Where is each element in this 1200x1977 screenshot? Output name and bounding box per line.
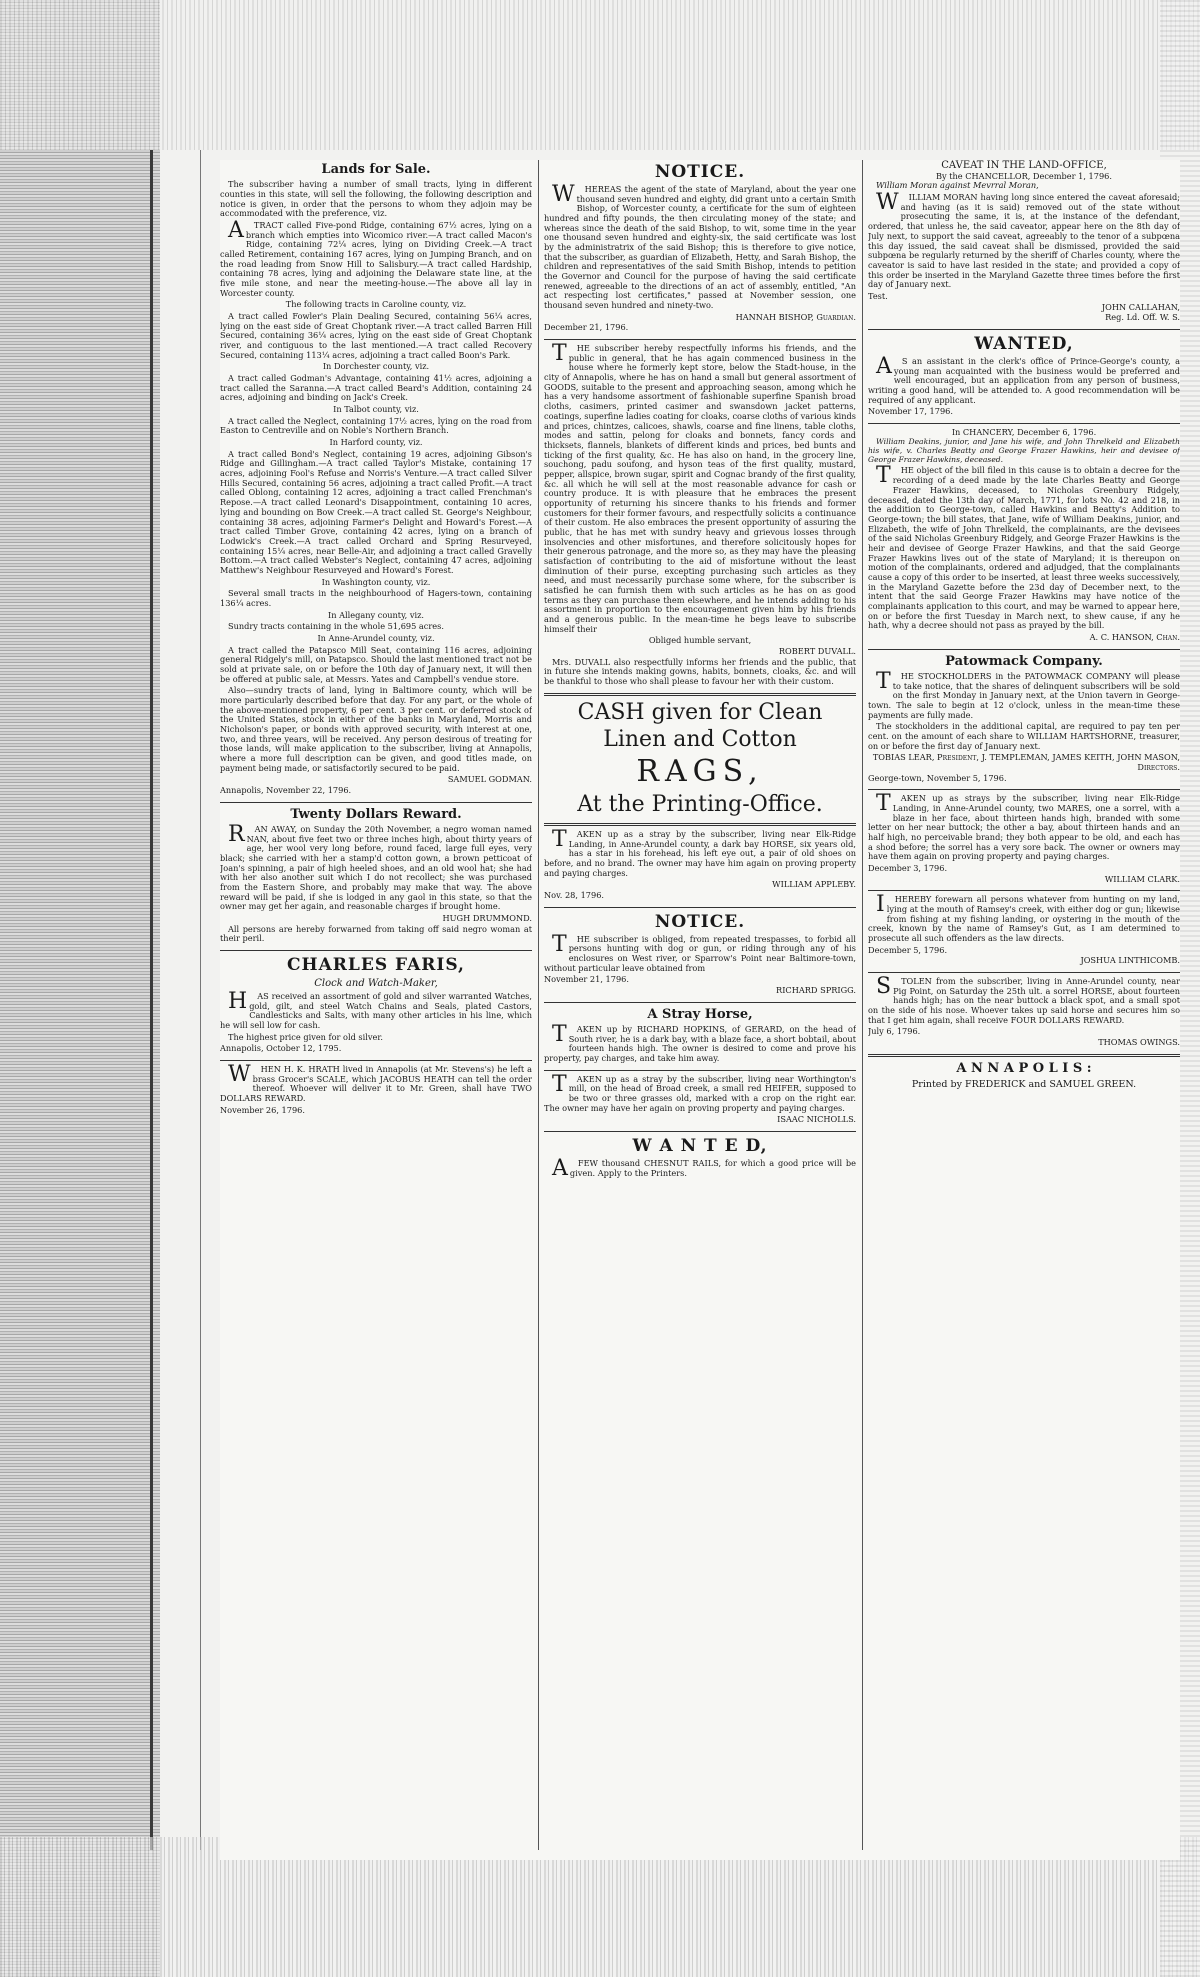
ad-paragraph: The highest price given for old silver. — [228, 1031, 383, 1042]
divider — [544, 1131, 856, 1132]
dateline: December 5, 1796. — [868, 944, 948, 955]
ad-paragraph: WHEN H. K. HRATH lived in Annapolis (at Mr. Stevens's) he left a brass Grocer's SCALE, which JACOBUS HEATH can tell the order thereof. Whoever will deliver it to Mr. Green, shall have TWO DOLLARS REWARD. — [220, 1061, 532, 1103]
ad-heading: Linen and Cotton — [603, 726, 797, 752]
divider — [868, 972, 1180, 973]
divider — [544, 339, 856, 340]
column-rule — [862, 160, 863, 1850]
ad-paragraph: WHEREAS the agent of the state of Maryland, about the year one thousand seven hundred and eighty, did grant unto a certain Smith Bishop, of Worcester county, a certificate for the sum of eighteen hundred and fifty pounds, the then circulating money of the state; and whereas since the death of the said Bishop, to wit, some time in the year one thousand seven hundred and eighty-six, the said certificate was lost by the administratrix of the said Bishop; this is therefore to give notice, that the subscriber, as guardian of Elizabeth, Hetty, and Sarah Bishop, the children and representatives of the said Smith Bishop, intends to petition the Governor and Council for the purpose of having the said certificate renewed, agreeable to the directions of an act of assembly, entitled, "An act respecting lost certificates," passed at November session, one thousand seven hundred and ninety-two. — [544, 182, 856, 311]
column-2 — [544, 160, 856, 1850]
hopkins-stray-ad — [544, 1007, 856, 1064]
divider — [544, 693, 856, 696]
test-label: Test. — [868, 290, 888, 301]
ad-heading: NOTICE. — [654, 162, 746, 182]
divider — [220, 1060, 532, 1061]
imprint-line: Printed by FREDERICK and SAMUEL GREEN. — [911, 1079, 1137, 1091]
signature: JOHN CALLAHAN, — [1101, 301, 1180, 312]
ad-paragraph: Mrs. DUVALL also respectfully informs her friends and the public, that in future she intends making gowns, habits, bonnets, cloaks, &c. and will be thankful to those who shall please to favour her with their custom. — [544, 656, 856, 686]
dateline: November 17, 1796. — [868, 406, 953, 417]
ad-heading: Lands for Sale. — [321, 162, 431, 177]
ad-paragraph: A tract called the Neglect, containing 17½ acres, lying on the road from Easton to Centreville and on Noble's Northern Branch. — [220, 415, 532, 436]
dateline: Annapolis, October 12, 1795. — [220, 1043, 342, 1054]
linthicomb-ad — [868, 892, 1180, 966]
ad-heading: Patowmack Company. — [945, 653, 1103, 669]
printer-imprint — [868, 1061, 1180, 1091]
dateline: November 26, 1796. — [220, 1104, 305, 1115]
ad-paragraph: All persons are hereby forwarned from taking off said negro woman at their peril. — [220, 923, 532, 944]
signature: A. C. HANSON, Chan. — [1089, 631, 1180, 642]
ad-heading: In CHANCERY, December 6, 1796. — [951, 426, 1097, 437]
dateline: Nov. 28, 1796. — [544, 889, 605, 900]
county-heading: In Washington county, viz. — [321, 576, 431, 587]
case-parties: William Deakins, junior, and Jane his wife, and John Threlkeld and Elizabeth his wife, v. Charles Beatty and George Frazer Hawkins, heir and devisee of George Frazer Hawkins, deceased. — [868, 436, 1180, 464]
signature: ISAAC NICHOLLS. — [777, 1114, 856, 1125]
ad-heading: WANTED, — [974, 333, 1074, 354]
imprint-heading: A N N A P O L I S : — [956, 1060, 1092, 1076]
signature: SAMUEL GODMAN. — [447, 774, 532, 785]
bishop-notice-ad — [544, 162, 856, 333]
ad-heading: At the Printing-Office. — [577, 791, 823, 817]
duvall-store-ad — [544, 341, 856, 687]
binding-line — [150, 150, 153, 1850]
county-heading: The following tracts in Caroline county, viz. — [285, 299, 467, 310]
dateline: November 21, 1796. — [544, 974, 629, 985]
ad-paragraph: THE subscriber is obliged, from repeated trespasses, to forbid all persons hunting with dog or gun, or riding through any of his enclosures on West river, or Sparrow's Point near Baltimore-town, without particular leave obtained from — [544, 931, 856, 973]
ad-paragraph: ATRACT called Five-pond Ridge, containing 67½ acres, lying on a branch which empties into Wicomico river.—A tract called Macon's Ridge, containing 72¼ acres, lying on Dividing Creek.—A tract called Retirement, containing 167 acres, lying on Jumping Branch, and on the road leading from Snow Hill to Salisbury.—A tract called Hardship, containing 78 acres, lying and adjoining the Delaware state line, at the five mile stone, and near the meeting-house.—The above all lay in Worcester county. — [220, 218, 532, 298]
ad-paragraph: AS an assistant in the clerk's office of Prince-George's county, a young man acquainted with the business would be preferred and well encouraged, but an application from any person of business, writing a good hand, will be attended to. A good recommendation will be required of any applicant. — [868, 353, 1180, 405]
signature: JOSHUA LINTHICOMB. — [1080, 955, 1180, 966]
ad-paragraph: RAN AWAY, on Sunday the 20th November, a negro woman named NAN, about five feet two or three inches high, about thirty years of age, her wool very long before, round faced, large full eyes, very black; she carried with her a stamp'd cotton gown, a brown petticoat of Joan's spinning, a pair of high heeled shoes, and an old wool hat; she had with her also another suit which I do not recollect; she was purchased from the Eastern Shore, and probably may make that way. The above reward will be paid, if she is lodged in any gaol in this state, so that the owner may get her again, and reasonable charges if brought home. — [220, 821, 532, 912]
dateline: December 3, 1796. — [868, 863, 948, 873]
signature: WILLIAM CLARK. — [1104, 873, 1180, 884]
ad-paragraph: TAKEN up as a stray by the subscriber, living near Worthington's mill, on the head of Broad creek, a small red HEIFER, supposed to be two or three grasses old, marked with a crop on the right ear. The owner may have her again on proving property and paying charges. — [544, 1071, 856, 1113]
signature: RICHARD SPRIGG. — [776, 985, 856, 996]
divider — [544, 823, 856, 826]
ad-paragraph: The subscriber having a number of small tracts, lying in different counties in this state, will sell the following, the following description and notice is given, in order that the persons to whom they adjoin may be accommodated with the preference, viz. — [220, 179, 532, 219]
appleby-stray-ad — [544, 826, 856, 901]
owings-stolen-ad — [868, 974, 1180, 1048]
divider — [544, 1070, 856, 1071]
signature: TOBIAS LEAR, President, J. TEMPLEMAN, JAMES KEITH, JOHN MASON, Directors. — [872, 752, 1180, 772]
dateline: Annapolis, November 22, 1796. — [220, 784, 352, 795]
county-heading: In Harford county, viz. — [329, 437, 423, 448]
ad-paragraph: IHEREBY forewarn all persons whatever from hunting on my land, lying at the mouth of Ramsey's creek, with either dog or gun; likewise from fishing at my fishing landing, or oystering in the mouth of the creek, known by the name of Ramsey's Gut, as I am determined to prosecute all such offenders as the law directs. — [868, 892, 1180, 944]
county-heading: In Allegany county, viz. — [328, 609, 424, 620]
ad-heading: Twenty Dollars Reward. — [290, 806, 462, 822]
signature: THOMAS OWINGS. — [1098, 1037, 1180, 1048]
ad-heading: A Stray Horse, — [647, 1006, 753, 1022]
ad-paragraph: A tract called the Patapsco Mill Seat, containing 116 acres, adjoining general Ridgely's mill, on Patapsco. Should the last mentioned tract not be sold at private sale, on or before the 10th day of January next, it will then be offered at public sale, at Messrs. Yates and Campbell's vendue store. — [220, 644, 532, 684]
ad-paragraph: A tract called Bond's Neglect, containing 19 acres, adjoining Gibson's Ridge and Gillingham.—A tract called Taylor's Mistake, containing 17 acres, adjoining Fool's Refuse and Norris's Venture.—A tract called Silver Hills Secured, containing 56 acres, adjoining a tract called Profit.—A tract called Oblong, containing 12 acres, adjoining a tract called Frenchman's Repose.—A tract called Leonard's Disappointment, containing 10 acres, lying and bounding on Bow Creek.—A tract called St. George's Neighbour, containing 38 acres, adjoining Farmer's Delight and Howard's Forest.—A tract called Timber Grove, containing 42 acres, lying on a branch of Lodwick's Creek.—A tract called Orchard and Spring Resurveyed, containing 15¼ acres, near Belle-Air, and adjoining a tract called Gravelly Bottom.—A tract called Webster's Neglect, containing 47 acres, adjoining Matthew's Neighbour Resurveyed and Howard's Forest. — [220, 448, 532, 575]
newspaper-page — [220, 160, 1180, 1860]
county-heading: In Dorchester county, viz. — [322, 361, 430, 372]
ad-paragraph: A tract called Godman's Advantage, containing 41½ acres, adjoining a tract called the Saranna.—A tract called Beard's Addition, containing 24 acres, adjoining and binding on Jack's Creek. — [220, 373, 532, 403]
clerk-wanted-ad — [868, 334, 1180, 417]
reward-ad — [220, 807, 532, 944]
ad-paragraph: A tract called Fowler's Plain Dealing Secured, containing 56¼ acres, lying on the east side of Great Choptank river.—A tract called Barren Hill Secured, containing 36¼ acres, lying on the east side of Great Choptank river, and contiguous to the last mentioned.—A tract called Recovery Secured, containing 113¼ acres, adjoining a tract called Boon's Park. — [220, 311, 532, 360]
clark-strays-ad — [868, 791, 1180, 884]
county-heading: In Anne-Arundel county, viz. — [317, 632, 435, 643]
ad-paragraph: TAKEN up as a stray by the subscriber, living near Elk-Ridge Landing, in Anne-Arundel county, a dark bay HORSE, six years old, has a star in his forehead, his left eye out, a pair of old shoes on before, and no brand. The owner may have him again on proving property and paying charges. — [544, 826, 856, 878]
rags-ad — [544, 700, 856, 817]
patowmack-company-ad — [868, 654, 1180, 784]
signature: WILLIAM APPLEBY. — [772, 879, 856, 890]
chancery-ad — [868, 428, 1180, 643]
case-parties: William Moran against Mevrral Moran, — [876, 180, 1039, 191]
column-1 — [220, 160, 532, 1850]
ad-paragraph: The stockholders in the additional capital, are required to pay ten per cent. on the amount of each share to WILLIAM HARTSHORNE, treasurer, on or before the first day of January next. — [868, 721, 1180, 751]
dateline: December 21, 1796. — [544, 322, 629, 333]
closing-line: Obliged humble servant, — [648, 635, 752, 646]
scan-edge-top — [0, 0, 1200, 150]
scale-ad — [220, 1061, 532, 1115]
ad-paragraph: AFEW thousand CHESNUT RAILS, for which a good price will be given. Apply to the Printers. — [552, 1156, 856, 1182]
divider — [220, 802, 532, 803]
ad-paragraph: THE object of the bill filed in this cause is to obtain a decree for the recording of a deed made by the late Charles Beatty and George Frazer Hawkins, deceased, to Nicholas Greenbury Ridgely, deceased, dated the 13th day of March, 1771, for lots No. 42 and 218, in the addition to George-town, called Hawkins and Beatty's Addition to George-town; the bill states, that Jane, wife of William Deakins, junior, and Elizabeth, the wife of John Threlkeld, the complainants, are the devisees of the said Nicholas Greenbury Ridgely, and George Frazer Hawkins is the heir and devisee of George Frazer Hawkins, and that the said George Frazer Hawkins lives out of the state of Maryland; it is thereupon on motion of the complainants, ordered and adjudged, that the complainants cause a copy of this order to be inserted, at least three weeks successively, in the Maryland Gazette before the 23d day of December next, to the intent that the said George Frazer Hawkins may have notice of the complainants application to this court, and may be warned to appear here, on or before the first Tuesday in March next, to shew cause, if any he hath, why a decree should not pass as prayed by the bill. — [868, 463, 1180, 631]
ad-paragraph: Several small tracts in the neighbourhood of Hagers-town, containing 136¼ acres. — [220, 588, 532, 608]
ad-heading: CHARLES FARIS, — [287, 955, 465, 976]
column-rule — [538, 160, 539, 1850]
ad-paragraph: TAKEN up as strays by the subscriber, living near Elk-Ridge Landing, in Anne-Arundel county, two MARES, one a sorrel, with a blaze in her face, about thirteen hands high, branded with some letter on her near buttock; the other a bay, about thirteen hands and an half high, no perceivable brand; they both appear to be old, and each has a shod before; the sorrel has a very sore back. The owner or owners may have them again on proving property and paying charges. — [868, 791, 1180, 862]
signature-title: Reg. Ld. Off. W. S. — [1105, 312, 1180, 323]
ad-heading: CAVEAT IN THE LAND-OFFICE, — [941, 160, 1107, 171]
ad-paragraph: THE subscriber hereby respectfully informs his friends, and the public in general, that he has again commenced business in the house where he formerly kept store, below the Stadt-house, in the city of Annapolis, where he has on hand a small but general assortment of GOODS, suitable to the present and approaching season, among which he has a very handsome assortment of fashionable superfine Spanish broad cloths, casimers, printed casimer and swansdown jacket patterns, coatings, superfine ladies coating for cloaks, coarse cloths of various kinds and prices, chintzes, calicoes, shawls, coarse and fine linens, table cloths, modes and sattin, pelong for cloaks and bonnets, fancy cords and thicksets, flannels, blankets of different kinds and prices, bed bunts and ticking of the first quality, &c. He has also on hand, in the grocery line, souchong, padu soufong, and hyson teas of the first quality, mustard, pepper, allspice, brown sugar, spirit and Cognac brandy of the first quality, &c. all which he will sell at the most reasonable advance for cash or country produce. It is with pleasure that he embraces the present opportunity of returning his sincere thanks to his friends and former customers for their former favours, and respectfully solicits a continuance of their custom. He also embraces the present opportunity of assuring the public, that he has met with sundry heavy and grievous losses through insolvencies and other misfortunes, and therefore solicitously hopes for their generous patronage, and the more so, as they may have the pleasing satisfaction of contributing to the aid of misfortune without the least diminution of their purse, excepting purchasing such articles as they need, and must necessarily purchase some where, for the subscriber is satisfied he can furnish them with such articles as he has on as good terms as they can purchase them elsewhere, and he intends adding to his assortment in proportion to the encouragement given him by his friends and a generous public. In the mean-time he begs leave to subscribe himself their — [544, 341, 856, 634]
divider — [868, 890, 1180, 891]
ad-paragraph: THE STOCKHOLDERS in the PATOWMACK COMPANY will please to take notice, that the shares of delinquent subscribers will be sold on the first Monday in January next, at the Union tavern in George-town. The sale to begin at 12 o'clock, unless in the mean-time these payments are fully made. — [868, 668, 1180, 720]
divider — [868, 329, 1180, 330]
dateline: July 6, 1796. — [868, 1026, 921, 1037]
ad-heading: CASH given for Clean — [577, 699, 823, 725]
ad-heading: RAGS, — [636, 754, 764, 790]
divider — [868, 649, 1180, 650]
ad-subheading: By the CHANCELLOR, December 1, 1796. — [936, 170, 1112, 181]
divider — [544, 1002, 856, 1003]
divider — [868, 423, 1180, 424]
ad-heading: W A N T E D, — [632, 1136, 768, 1157]
watchmaker-ad — [220, 955, 532, 1054]
divider — [868, 789, 1180, 790]
dateline: George-town, November 5, 1796. — [868, 772, 1007, 783]
ad-paragraph: Also—sundry tracts of land, lying in Baltimore county, which will be more particularly described before that day. For any part, or the whole of the above-mentioned property, 6 per cent. 3 per cent. or deferred stock of the United States, stock in either of the banks in Maryland, Morris and Nicholson's paper, or bonds with approved security, with interest at one, two, and three years, will be received. Any person desirous of treating for those lands, will make application to the subscriber, living at Annapolis, where a more full description can be given, and good titles made, on payment being made, or satisfactorily secured to be paid. — [220, 685, 532, 773]
sprigg-notice-ad — [544, 912, 856, 996]
ad-paragraph: HAS received an assortment of gold and silver warranted Watches, gold, gilt, and steel Watch Chains and Seals, plated Castors, Candlesticks and Salts, with many other articles in his line, which he will sell low for cash. — [220, 988, 532, 1030]
ad-paragraph: STOLEN from the subscriber, living in Anne-Arundel county, near Pig Point, on Saturday the 25th ult. a sorrel HORSE, about fourteen hands high; has on the near buttock a black spot, and a small spot on the side of his nose. Whoever takes up said horse and secures him so that I get him again, shall receive FOUR DOLLARS REWARD. — [868, 974, 1180, 1025]
lands-for-sale-ad — [220, 162, 532, 796]
signature: ROBERT DUVALL. — [778, 645, 856, 656]
divider — [544, 907, 856, 908]
signature: HUGH DRUMMOND. — [442, 913, 532, 924]
divider — [868, 1054, 1180, 1057]
column-3 — [868, 160, 1180, 1850]
caveat-ad — [868, 160, 1180, 323]
binding-line — [200, 150, 201, 1850]
divider — [220, 950, 532, 951]
ad-paragraph: Sundry tracts containing in the whole 51,695 acres. — [228, 621, 444, 632]
county-heading: In Talbot county, viz. — [333, 404, 419, 415]
ad-paragraph: WILLIAM MORAN having long since entered the caveat aforesaid; and having (as it is said) removed out of the state without prosecuting the same, it is, at the instance of the defendant, ordered, that unless he, the said caveator, appear here on the 8th day of July next, to support the said caveat, agreeably to the tenor of a subpœna this day issued, the said caveat shall be dismissed, provided the said subpœna be regularly returned by the sheriff of Charles county, where the caveator is said to have last resided in the state; and provided a copy of this order be inserted in the Maryland Gazette three times before the first day of January next. — [868, 190, 1180, 290]
signature: HANNAH BISHOP, Guardian. — [735, 311, 856, 322]
book-spine-shadow — [0, 0, 160, 1977]
heifer-ad — [544, 1071, 856, 1125]
ad-heading: NOTICE. — [654, 911, 746, 932]
rails-wanted-ad — [544, 1136, 856, 1182]
ad-paragraph: TAKEN up by RICHARD HOPKINS, of GERARD, on the head of South river, he is a dark bay, with a blaze face, a short bobtail, about fourteen hands high. The owner is desired to come and prove his property, pay charges, and take him away. — [544, 1022, 856, 1064]
ad-subheading: Clock and Watch-Maker, — [314, 978, 438, 990]
